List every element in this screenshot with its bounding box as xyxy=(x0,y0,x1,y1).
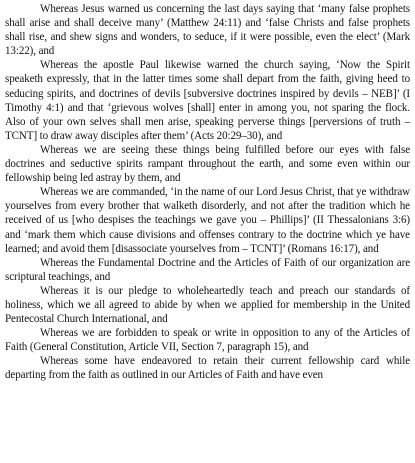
paragraph-7: Whereas we are forbidden to speak or write in opposition to any of the Articles of Faith (General Constitution, Article VII, Section 7, paragraph 15), and xyxy=(5,327,410,354)
paragraph-2: Whereas the apostle Paul likewise warned the church saying, ‘Now the Spirit speaketh expressly, that in the latter times some shall depart from the faith, giving heed to seducing spirits, and doctrines of devils [subversive doctrines inspired by devils – NEB]’ (I Timothy 4:1) and that ‘grievous wolves [shall] enter in among you, not sparing the flock. Also of your own selves shall men arise, speaking perverse things [perversions of truth – TCNT] to draw away disciples after them’ (Acts 20:29–30), and xyxy=(5,59,410,142)
paragraph-6: Whereas it is our pledge to wholeheartedly teach and preach our standards of holiness, which we all agreed to abide by when we applied for membership in the United Pentecostal Church International, and xyxy=(5,284,410,326)
paragraph-8: Whereas some have endeavored to retain their current fellowship card while departing from the faith as outlined in our Articles of Faith and have even xyxy=(5,355,410,382)
paragraph-1: Whereas Jesus warned us concerning the last days saying that ‘many false prophets shall arise and shall deceive many’ (Matthew 24:11) and ‘false Christs and false prophets shall rise, and shew signs and wonders, to seduce, if it were possible, even the elect’ (Mark 13:22), and xyxy=(5,3,410,58)
paragraph-5: Whereas the Fundamental Doctrine and the Articles of Faith of our organization are scriptural teachings, and xyxy=(5,256,410,283)
paragraph-3: Whereas we are seeing these things being fulfilled before our eyes with false doctrines and seductive spirits rampant throughout the earth, and some even within our fellowship being led astray by them, and xyxy=(5,143,410,185)
paragraph-4: Whereas we are commanded, ‘in the name of our Lord Jesus Christ, that ye withdraw yourselves from every brother that walketh disorderly, and not after the tradition which he received of us [who despises the teachings we gave you – Phillips]’ (II Thessalonians 3:6) and ‘mark them which cause divisions and offenses contrary to the doctrine which ye have learned; and avoid them [disassociate yourselves from – TCNT]’ (Romans 16:17), and xyxy=(5,186,410,255)
